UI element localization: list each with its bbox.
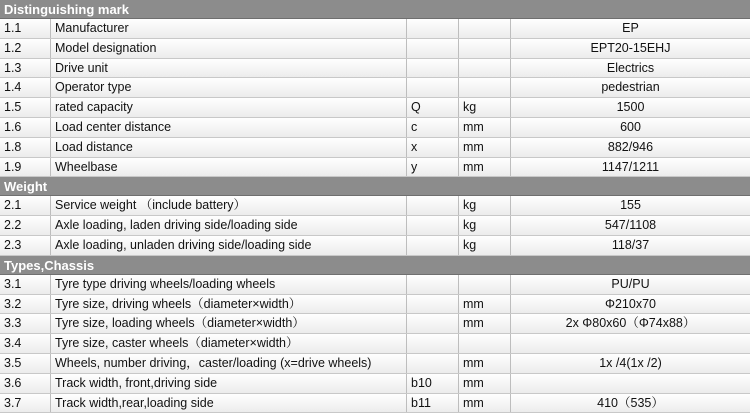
item-number: 3.6: [0, 374, 51, 393]
table-row: [0, 59, 750, 79]
table-row: [0, 354, 750, 374]
item-symbol: [407, 334, 459, 353]
item-description: Track width, front,driving side: [51, 374, 407, 393]
item-description: Load center distance: [51, 118, 407, 137]
table-row: [0, 118, 750, 138]
item-symbol: [407, 275, 459, 294]
table-row: [0, 394, 750, 413]
item-symbol: [407, 59, 459, 78]
item-number: 1.2: [0, 39, 51, 58]
item-description: rated capacity: [51, 98, 407, 117]
item-number: 2.2: [0, 216, 51, 235]
item-description: Tyre size, caster wheels（diameter×width）: [51, 334, 407, 353]
table-row: [0, 98, 750, 118]
item-value: 155: [620, 198, 641, 213]
item-symbol: b11: [407, 394, 459, 413]
item-value: 1x /4(1x /2): [599, 355, 662, 370]
item-description: Track width,rear,loading side: [51, 394, 407, 413]
item-number: 3.3: [0, 314, 51, 333]
item-description: Model designation: [51, 39, 407, 58]
item-value: 600: [620, 119, 641, 134]
item-unit: mm: [459, 374, 511, 393]
item-unit: [459, 334, 511, 353]
item-number: 3.7: [0, 394, 51, 413]
section-header: Types,Chassis: [0, 256, 750, 275]
item-unit: [459, 275, 511, 294]
item-symbol: [407, 196, 459, 215]
item-value: PU/PU: [611, 276, 650, 291]
item-number: 3.2: [0, 295, 51, 314]
item-symbol: [407, 39, 459, 58]
item-value: pedestrian: [601, 80, 660, 95]
item-description: Axle loading, unladen driving side/loading side: [51, 236, 407, 255]
item-unit: mm: [459, 295, 511, 314]
item-value: 410（535）: [597, 395, 664, 410]
item-description: Wheels, number driving，caster/loading (x=drive wheels): [51, 354, 407, 373]
item-symbol: [407, 236, 459, 255]
item-value: [511, 334, 750, 353]
table-row: [0, 19, 750, 39]
item-symbol: [407, 295, 459, 314]
item-unit: kg: [459, 98, 511, 117]
item-unit: kg: [459, 236, 511, 255]
item-number: 1.6: [0, 118, 51, 137]
item-symbol: c: [407, 118, 459, 137]
table-row: [0, 196, 750, 216]
item-description: Axle loading, laden driving side/loading side: [51, 216, 407, 235]
item-unit: [459, 39, 511, 58]
item-unit: [459, 19, 511, 38]
item-description: Tyre type driving wheels/loading wheels: [51, 275, 407, 294]
table-row: [0, 138, 750, 158]
item-description: Tyre size, driving wheels（diameter×width）: [51, 295, 407, 314]
item-number: 3.4: [0, 334, 51, 353]
item-number: 1.5: [0, 98, 51, 117]
item-number: 2.1: [0, 196, 51, 215]
item-description: Service weight （include battery）: [51, 196, 407, 215]
item-number: 3.1: [0, 275, 51, 294]
table-row: [0, 275, 750, 295]
table-row: [0, 158, 750, 178]
section-header: Weight: [0, 177, 750, 196]
item-unit: kg: [459, 216, 511, 235]
item-description: Operator type: [51, 78, 407, 97]
item-number: 1.3: [0, 59, 51, 78]
item-description: Tyre size, loading wheels（diameter×width）: [51, 314, 407, 333]
table-row: [0, 334, 750, 354]
item-unit: mm: [459, 394, 511, 413]
item-description: Manufacturer: [51, 19, 407, 38]
table-row: [0, 295, 750, 315]
item-unit: mm: [459, 354, 511, 373]
item-number: 2.3: [0, 236, 51, 255]
item-value: Φ210x70: [605, 296, 656, 311]
item-symbol: [407, 314, 459, 333]
item-number: 1.4: [0, 78, 51, 97]
item-value: EP: [622, 21, 639, 35]
item-value: 882/946: [607, 139, 654, 154]
item-unit: [459, 78, 511, 97]
item-unit: mm: [459, 314, 511, 333]
item-description: Drive unit: [51, 59, 407, 78]
item-symbol: b10: [407, 374, 459, 393]
item-unit: mm: [459, 158, 511, 177]
item-value: 2x Φ80x60（Φ74x88）: [565, 316, 696, 331]
item-symbol: y: [407, 158, 459, 177]
item-unit: [459, 59, 511, 78]
table-row: [0, 216, 750, 236]
table-row: [0, 78, 750, 98]
table-row: [0, 236, 750, 256]
item-value: 118/37: [611, 237, 650, 252]
item-unit: mm: [459, 138, 511, 157]
item-unit: kg: [459, 196, 511, 215]
table-row: [0, 39, 750, 59]
item-unit: mm: [459, 118, 511, 137]
item-number: 1.1: [0, 19, 51, 38]
item-value: EPT20-15EHJ: [590, 40, 671, 55]
table-row: [0, 374, 750, 394]
section-header: Distinguishing mark: [0, 0, 750, 19]
item-symbol: [407, 354, 459, 373]
item-value: 1500: [616, 100, 645, 115]
item-symbol: [407, 78, 459, 97]
item-value: Electrics: [606, 60, 655, 75]
item-value: 547/1108: [604, 218, 657, 233]
item-description: Load distance: [51, 138, 407, 157]
item-value: 1147/1211: [601, 159, 660, 174]
item-number: 3.5: [0, 354, 51, 373]
item-symbol: x: [407, 138, 459, 157]
item-symbol: [407, 19, 459, 38]
item-number: 1.8: [0, 138, 51, 157]
item-number: 1.9: [0, 158, 51, 177]
item-symbol: Q: [407, 98, 459, 117]
item-symbol: [407, 216, 459, 235]
item-value: [511, 374, 750, 393]
item-description: Wheelbase: [51, 158, 407, 177]
table-row: [0, 314, 750, 334]
